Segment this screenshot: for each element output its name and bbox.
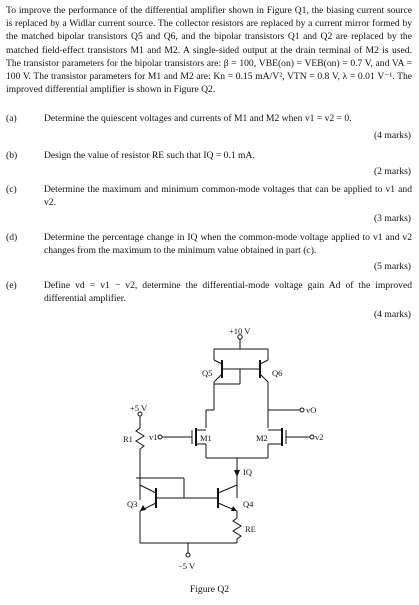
label-plus10: +10 V [229,326,251,336]
question-marks: (2 marks) [373,166,411,177]
v2-terminal [310,435,314,439]
re-resistor [233,518,241,539]
output-terminal [300,408,304,412]
label-q4: Q4 [243,499,254,509]
question-text: Determine the quiescent voltages and currents of M1 and M2 when v1 = v2 = 0. [44,113,352,124]
question-label: (a) [6,113,17,124]
label-v2: v2 [315,432,324,442]
label-q3: Q3 [127,499,138,509]
label-m2: M2 [256,433,268,443]
label-q6: Q6 [272,368,283,378]
r1-resistor [136,428,144,449]
label-re: RE [245,524,256,534]
question-marks: (4 marks) [373,309,411,320]
question-text: Design the value of resistor RE such that IQ = 0.1 mA. [44,150,255,161]
question-label: (d) [6,232,18,243]
iq-arrow-icon [234,470,240,477]
label-minus5: −5 V [178,561,196,571]
question-marks: (4 marks) [373,130,411,141]
question-marks: (5 marks) [373,261,411,272]
v1-terminal [158,435,162,439]
label-vo: vO [306,405,317,415]
question-text: Determine the maximum and minimum common-mode voltages that can be applied to v1 and v2. [44,184,412,209]
label-iq: IQ [243,467,252,477]
minus5-terminal [186,553,190,557]
question-label: (b) [6,150,18,161]
intro-paragraph: To improve the performance of the differential amplifier shown in Figure Q1, the biasing current source is replaced by a Widlar current source. The collector resistors are replaced by a current mirror formed by the matched bipolar transistors Q5 and Q6, and the bipolar transistors Q1 and Q2 are replaced by the matched field-effect transistors M1 and M2. A single-sided output at the drain terminal of M2 is used. The transistor parameters for the bipolar transistors are: β = 100, VBE(on) = VEB(on) = 0.7 V, and VA = 100 V. The transistor parameters for M1 and M2 are: Kn = 0.15 mA/V², VTN = 0.8 V, λ = 0.01 V⁻¹. The improved differential amplifier is shown in Figure Q2. [6,5,412,96]
question-label: (c) [6,184,17,195]
label-r1: R1 [123,434,133,444]
figure-caption: Figure Q2 [189,584,230,595]
label-v1: v1 [149,432,158,442]
question-text: Define vd = v1 − v2, determine the differential-mode voltage gain Ad of the improved differential amplifier. [44,280,412,305]
question-text: Determine the percentage change in IQ when the common-mode voltage applied to v1 and v2 changes from the maximum to the minimum value obtained in part (c). [44,232,412,257]
label-q5: Q5 [202,368,213,378]
question-label: (e) [6,280,17,291]
label-plus5: +5 V [130,403,148,413]
question-marks: (3 marks) [373,213,411,224]
label-m1: M1 [200,433,212,443]
